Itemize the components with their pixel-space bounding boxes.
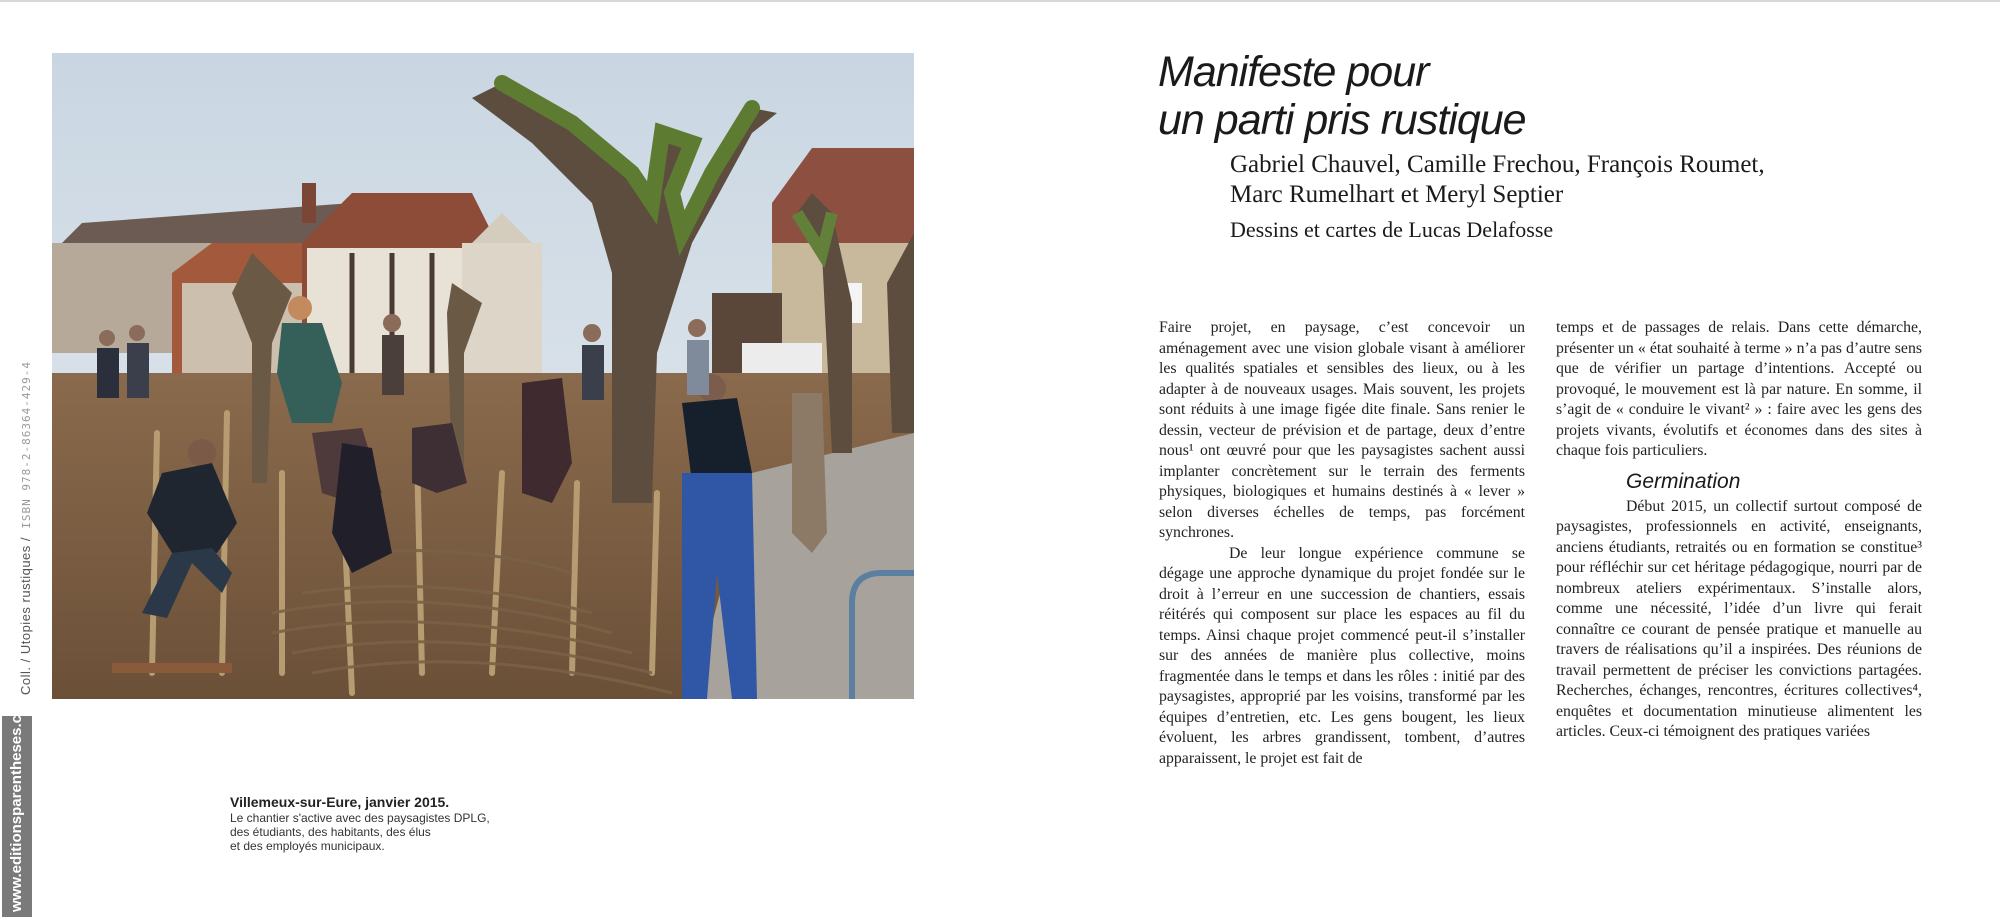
authors-line-1: Gabriel Chauvel, Camille Frechou, François Roumet, (1230, 151, 1765, 178)
paragraph: temps et de passages de relais. Dans cette démarche, présenter un « état souhaité à terme » n’a pas d’autre sens que de vérifier un partage d’intentions. Accepté ou provoqué, le mouvement est là par nature. En somme, il s’agit de « conduire le vivant² » : faire avec les gens des projets vivants, évolutifs et économes dans des sites à chaque fois particuliers. (1556, 319, 1922, 459)
caption-line: et des employés municipaux. (230, 839, 385, 853)
authors-line-2: Marc Rumelhart et Meryl Septier (1230, 181, 1564, 208)
article-title-line-1: Manifeste pour (1158, 48, 1429, 96)
spine-info (18, 361, 38, 700)
article-authors (1230, 150, 1765, 210)
paragraph: Début 2015, un collectif surtout composé de paysagistes, professionnels en activité, enseignants, anciens étudiants, retraités ou en formation se constitue³ pour réfléchir sur cet héritage pédagogique, nourri par de nombreux ateliers expérimentaux. S’installe alors, comme une nécessité, l’idée d’un livre qui ferait connaître ce courant de pensée pratique et manuelle au travers de réalisations qu’il a inspirées. Des réunions de travail permettent de préciser les convictions partagées. Recherches, échanges, rencontres, écritures collectives⁴, enquêtes et documentation minutieuse alimentent les articles. Ceux-ci témoignent des pratiques variées (1556, 497, 1922, 740)
body-column-right (1556, 318, 1922, 743)
caption-line: Le chantier s'active avec des paysagistes DPLG, (230, 811, 490, 825)
article-title (1158, 48, 1526, 144)
paragraph: Faire projet, en paysage, c’est concevoir un aménagement avec une vision globale visant à améliorer les qualités spatiales et sensibles des lieux, ou à les adapter à de nouveaux usages. Mais souvent, les projets sont réduits à une image figée dite finale. Sans renier le dessin, vecteur de prévision et de partage, deux d’entre nous¹ ont œuvré pour que les paysagistes sachent aussi implanter concrètement sur le terrain des ferments physiques, biologiques et humains destinés à « lever » selon diverses échelles de temps, pas forcément synchrones. (1159, 319, 1525, 541)
article-title-line-2: un parti pris rustique (1158, 96, 1526, 144)
caption-line: des étudiants, des habitants, des élus (230, 825, 431, 839)
photo-illustration (52, 53, 914, 699)
caption-title: Villemeux-sur-Eure, janvier 2015. (230, 794, 450, 810)
section-heading: Germination (1626, 469, 1741, 493)
body-column-left (1159, 318, 1525, 769)
photo-village-plantation (52, 53, 914, 699)
spine-website: www.editionsparentheses.com (8, 692, 25, 912)
spine-isbn: ISBN 978-2-86364-429-4 (20, 361, 33, 529)
top-border (0, 0, 2000, 2)
spine-website-band (2, 692, 32, 917)
drawings-credit: Dessins et cartes de Lucas Delafosse (1230, 217, 1554, 242)
photo-caption (230, 794, 590, 853)
paragraph: De leur longue expérience commune se dégage une approche dynamique du projet fondée sur le droit à l’erreur en une succession de chantiers, essais réitérés qui composent sur place les espaces au fil du temps. Ainsi chaque projet commencé peut-il s’installer sur des années de manière plus collective, moins fragmentée dans le temps et dans les rôles : initié par des paysagistes, approprié par les voisins, transformé par les équipes d’entretien, etc. Les gens bougent, les lieux évoluent, les arbres grandissent, tombent, d’autres apparaissent, le projet est fait de (1159, 544, 1525, 767)
spine-collection: Coll. / Utopies rustiques / (18, 536, 33, 695)
spine-collection-label (18, 361, 33, 695)
